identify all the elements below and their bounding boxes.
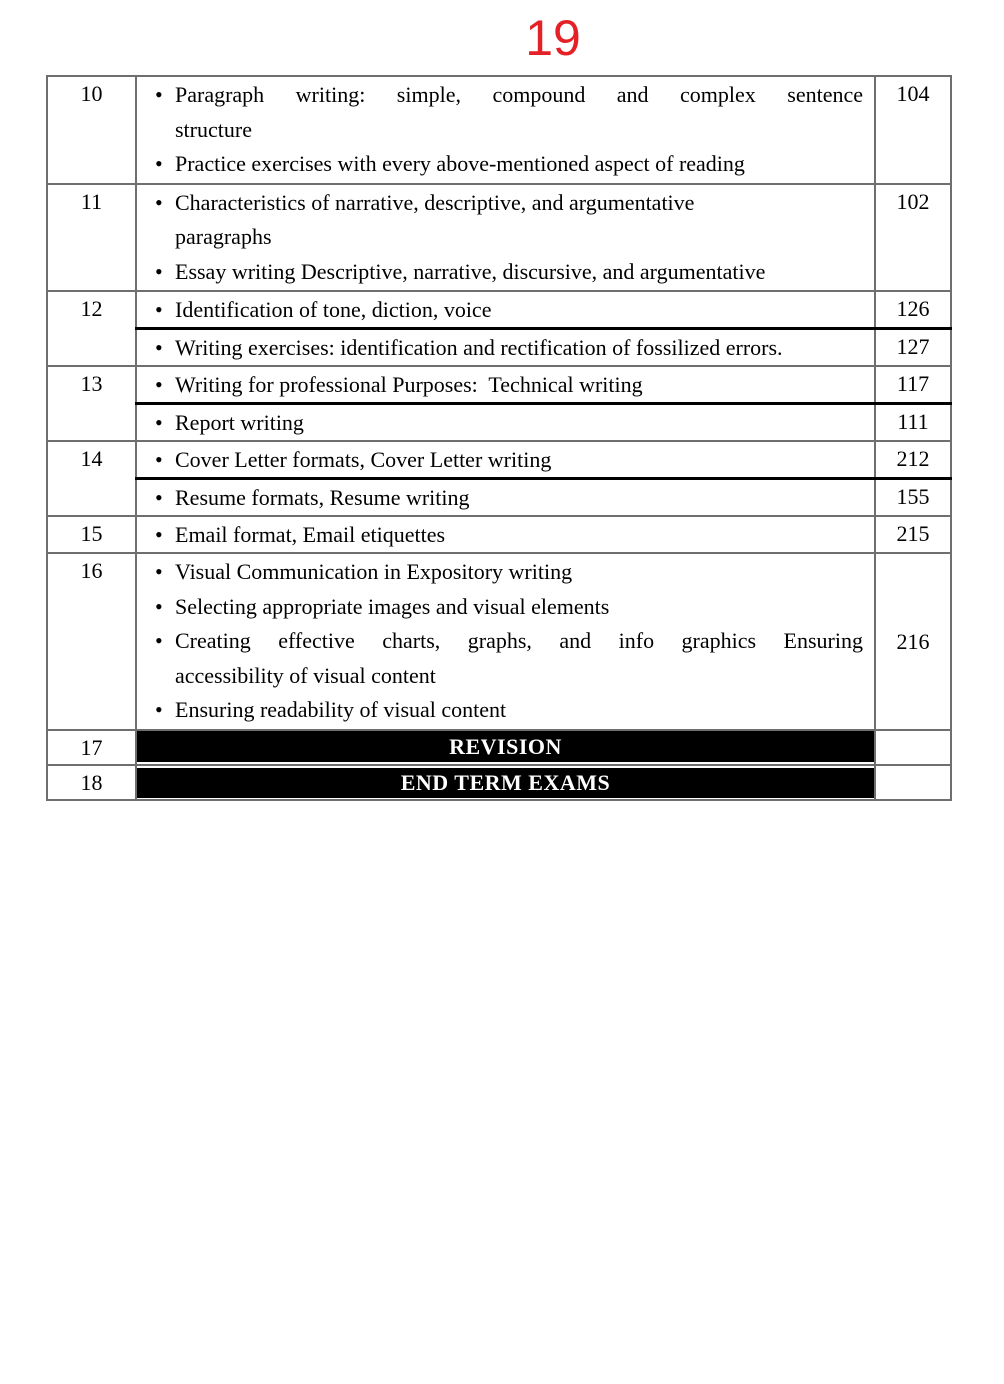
table-row-week-16 bbox=[47, 553, 951, 730]
bullet-text bbox=[175, 186, 863, 255]
bullet-line: Report writing bbox=[175, 410, 304, 435]
bullet-text bbox=[175, 78, 863, 147]
bullet-line: Selecting appropriate images and visual elements bbox=[175, 593, 610, 619]
bullet-icon: • bbox=[155, 522, 163, 547]
bullet-text bbox=[175, 590, 863, 625]
table-row-week-14a bbox=[47, 441, 951, 479]
bullet-line: Essay writing Descriptive, narrative, discursive, and argumentative bbox=[175, 258, 766, 284]
bullet-text bbox=[175, 331, 863, 364]
bullet-line: Writing exercises: identification and rectification of fossilized errors. bbox=[175, 335, 783, 360]
bullet-text bbox=[175, 368, 863, 401]
content-cell bbox=[136, 479, 875, 517]
bullet-icon: • bbox=[155, 189, 163, 215]
bullet-line: Email format, Email etiquettes bbox=[175, 522, 446, 547]
page-header bbox=[0, 12, 1004, 64]
bullet-item bbox=[155, 368, 863, 401]
bullet-item bbox=[155, 624, 863, 693]
content-cell bbox=[136, 291, 875, 329]
week-number-cell: 12 bbox=[47, 291, 136, 366]
content-cell bbox=[136, 516, 875, 553]
bullet-line: Characteristics of narrative, descriptive, and argumentative bbox=[175, 189, 695, 215]
bullet-line: paragraphs bbox=[175, 224, 272, 249]
week-number-cell: 14 bbox=[47, 441, 136, 516]
table-row-week-18 bbox=[47, 765, 951, 800]
page-ref-cell-empty bbox=[875, 765, 951, 800]
course-schedule-table bbox=[46, 75, 952, 801]
bullet-line: Practice exercises with every above-mentioned aspect of reading bbox=[175, 151, 745, 176]
table-row-week-12a bbox=[47, 291, 951, 329]
bullet-line: accessibility of visual content bbox=[175, 662, 436, 688]
page-ref-cell: 155 bbox=[875, 479, 951, 517]
page-ref-cell: 117 bbox=[875, 366, 951, 404]
page-ref-cell: 126 bbox=[875, 291, 951, 329]
bullet-icon: • bbox=[155, 628, 163, 653]
bullet-icon: • bbox=[155, 485, 163, 510]
bullet-text bbox=[175, 406, 863, 439]
bullet-item bbox=[155, 331, 863, 364]
end-term-exams-banner: END TERM EXAMS bbox=[137, 768, 874, 798]
bullet-item bbox=[155, 406, 863, 439]
bullet-text bbox=[175, 518, 863, 551]
bullet-line: Resume formats, Resume writing bbox=[175, 485, 470, 510]
content-cell bbox=[136, 184, 875, 292]
bullet-line: Cover Letter formats, Cover Letter writing bbox=[175, 447, 552, 472]
bullet-line: Paragraph writing: simple, compound and complex sentence bbox=[175, 82, 863, 107]
week-number-cell: 18 bbox=[47, 765, 136, 800]
bullet-item bbox=[155, 443, 863, 476]
table-row-week-17 bbox=[47, 730, 951, 765]
content-cell bbox=[136, 404, 875, 442]
content-cell bbox=[136, 553, 875, 730]
bullet-item bbox=[155, 481, 863, 514]
bullet-item bbox=[155, 555, 863, 590]
page-ref-cell-empty bbox=[875, 730, 951, 765]
bullet-icon: • bbox=[155, 372, 163, 397]
content-cell bbox=[136, 329, 875, 367]
bullet-icon: • bbox=[155, 151, 163, 176]
page-number: 19 bbox=[525, 10, 581, 66]
week-number-cell: 17 bbox=[47, 730, 136, 765]
page-ref-cell: 216 bbox=[875, 553, 951, 730]
bullet-item bbox=[155, 147, 863, 182]
bullet-text bbox=[175, 555, 863, 590]
table-row-week-11 bbox=[47, 184, 951, 292]
week-number-cell: 16 bbox=[47, 553, 136, 730]
page-ref-cell: 212 bbox=[875, 441, 951, 479]
bullet-text bbox=[175, 293, 863, 326]
bullet-line: Identification of tone, diction, voice bbox=[175, 297, 492, 322]
week-number-cell: 15 bbox=[47, 516, 136, 553]
bullet-item bbox=[155, 590, 863, 625]
bullet-text bbox=[175, 255, 863, 290]
bullet-icon: • bbox=[155, 447, 163, 472]
page-ref-cell: 104 bbox=[875, 76, 951, 184]
content-cell bbox=[136, 730, 875, 765]
bullet-item bbox=[155, 518, 863, 551]
bullet-line: structure bbox=[175, 116, 252, 142]
bullet-text bbox=[175, 624, 863, 693]
bullet-line: Creating effective charts, graphs, and info graphics Ensuring bbox=[175, 628, 863, 653]
bullet-line: Writing for professional Purposes: Technical writing bbox=[175, 372, 643, 397]
revision-banner: REVISION bbox=[137, 731, 874, 762]
bullet-item bbox=[155, 186, 863, 255]
bullet-line: Ensuring readability of visual content bbox=[175, 697, 507, 722]
table-row-week-13a bbox=[47, 366, 951, 404]
bullet-text bbox=[175, 693, 863, 728]
week-number-cell: 11 bbox=[47, 184, 136, 292]
bullet-line: Visual Communication in Expository writing bbox=[175, 559, 573, 584]
content-cell bbox=[136, 765, 875, 800]
bullet-icon: • bbox=[155, 297, 163, 322]
bullet-icon: • bbox=[155, 258, 163, 284]
bullet-icon: • bbox=[155, 410, 163, 435]
bullet-icon: • bbox=[155, 697, 163, 722]
table-row-week-12b bbox=[47, 329, 951, 367]
page-ref-cell: 111 bbox=[875, 404, 951, 442]
page-ref-cell: 215 bbox=[875, 516, 951, 553]
week-number-cell: 13 bbox=[47, 366, 136, 441]
bullet-text bbox=[175, 481, 863, 514]
week-number-cell: 10 bbox=[47, 76, 136, 184]
bullet-icon: • bbox=[155, 593, 163, 619]
bullet-item bbox=[155, 255, 863, 290]
table-row-week-10 bbox=[47, 76, 951, 184]
bullet-item bbox=[155, 78, 863, 147]
bullet-icon: • bbox=[155, 82, 163, 107]
bullet-item bbox=[155, 293, 863, 326]
page-ref-cell: 102 bbox=[875, 184, 951, 292]
bullet-icon: • bbox=[155, 559, 163, 584]
content-cell bbox=[136, 76, 875, 184]
content-cell bbox=[136, 441, 875, 479]
table-row-week-15 bbox=[47, 516, 951, 553]
bullet-text bbox=[175, 147, 863, 182]
bullet-item bbox=[155, 693, 863, 728]
bullet-text bbox=[175, 443, 863, 476]
page-ref-cell: 127 bbox=[875, 329, 951, 367]
table-row-week-14b bbox=[47, 479, 951, 517]
content-cell bbox=[136, 366, 875, 404]
table-row-week-13b bbox=[47, 404, 951, 442]
bullet-icon: • bbox=[155, 335, 163, 360]
